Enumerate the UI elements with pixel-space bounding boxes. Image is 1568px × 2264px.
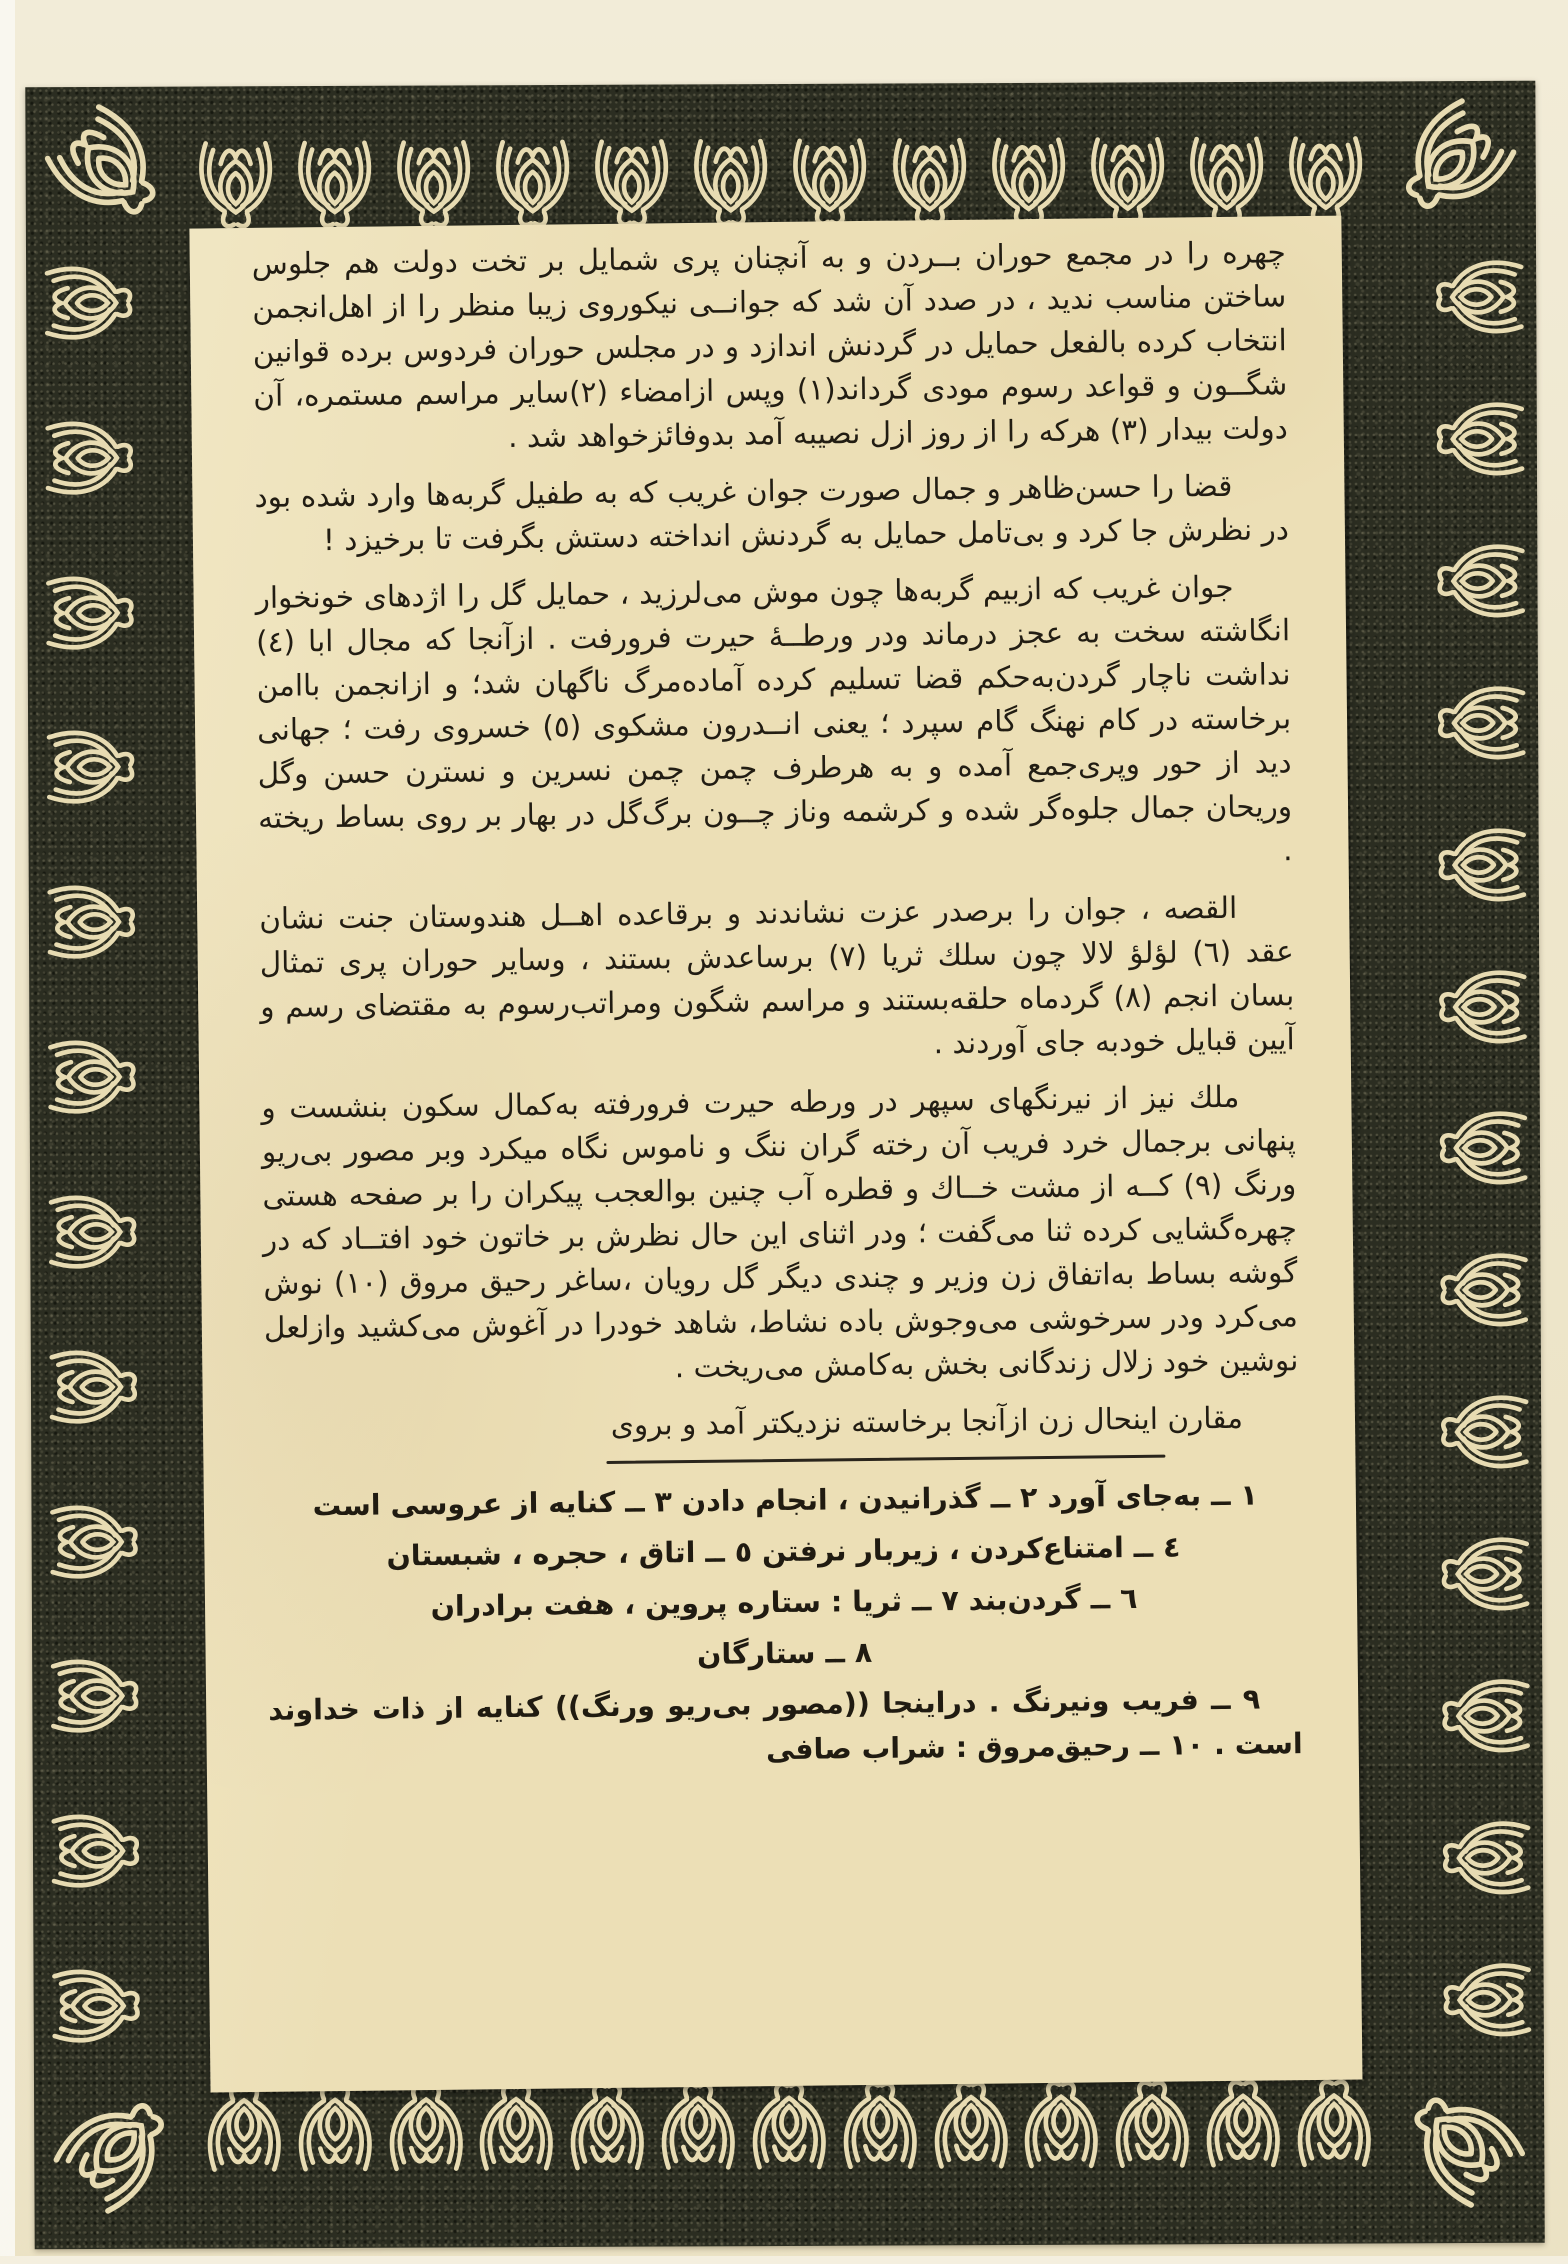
tulip-icon: [1434, 680, 1530, 764]
scan-edge-left: [0, 0, 15, 2264]
border-top-ornaments: [193, 107, 1368, 232]
tulip-icon: [1433, 539, 1529, 623]
tulip-icon: [384, 2079, 468, 2175]
tulip-icon: [1085, 132, 1169, 228]
tulip-icon: [1439, 1958, 1535, 2042]
tulip-icon: [1201, 2076, 1285, 2172]
tulip-icon: [293, 136, 377, 232]
text-page: [189, 216, 1362, 2093]
tulip-icon: [747, 2078, 831, 2174]
footnote-4: ٨ ــ ستارگان: [696, 1635, 873, 1671]
paragraph-1: چهره را در مجمع حوران بــردن و به آنچنان پری شمایل بر تخت دولت هم جلوس ساختن مناسب ندید ، در صدد آن شد که جوانــی نیکوروی زیبا منظر را از اهل‌انجمن انتخاب کرده بالفعل حمایل در گردنش اندازد و در مجلس حوران فردوس برده قوانین شگــون و قواعد رسوم مودی گرداند(١) وپس ازامضاء (٢)سایر مراسم مستمره، آن دولت بیدار (٣) هرکه را از روز ازل نصیبه آمد بدوفائزخواهد شد .: [251, 235, 1288, 455]
ornamental-border-frame: [25, 81, 1544, 2250]
tulip-icon: [986, 133, 1070, 229]
tulip-icon: [1437, 1390, 1533, 1474]
tulip-icon: [1438, 1532, 1534, 1616]
footnote-2: ٤ ــ امتناع‌کردن ، زیربار نرفتن ٥ ــ اتاق ، حجره ، شبستان: [386, 1530, 1181, 1573]
tulip-icon: [43, 880, 139, 964]
tulip-corner-icon: [32, 92, 185, 245]
tulip-icon: [1432, 255, 1528, 339]
tulip-icon: [42, 725, 138, 809]
tulip-icon: [1439, 1816, 1535, 1900]
footnote-separator: [607, 1455, 1165, 1464]
tulip-icon: [202, 2080, 286, 2176]
footnote-3: ٦ ــ گردن‌بند ٧ ــ ثریا : ستاره پروین ، هفت برادران: [430, 1581, 1138, 1623]
tulip-icon: [1019, 2077, 1103, 2173]
tulip-icon: [40, 261, 136, 345]
footnote-5: ٩ ــ فریب ونیرنگ . دراینجا ((مصور بی‌ریو ورنگ)) کنایه از ذات خداوند است . ١٠ ــ رحیق‌مروق : شراب صافی: [268, 1682, 1303, 1767]
tulip-icon: [1436, 1106, 1532, 1190]
tulip-icon: [41, 416, 137, 500]
border-left-ornaments: [46, 255, 172, 2054]
tulip-icon: [838, 2077, 922, 2173]
paragraph-2: قضا را حسن‌ظاهر و جمال صورت جوان غریب که به طفیل گربه‌ها وارد شده بود در نظرش جا کرد و بی‌تامل حمایل به گردنش انداخته دستش بگرفت تا برخیزد !: [254, 468, 1290, 558]
tulip-icon: [1436, 1248, 1532, 1332]
tulip-icon: [47, 1809, 143, 1893]
tulip-icon: [1283, 131, 1367, 227]
tulip-icon: [44, 1190, 140, 1274]
tulip-icon: [46, 1654, 142, 1738]
tulip-icon: [1433, 397, 1529, 481]
tulip-icon: [491, 135, 575, 231]
tulip-corner-icon: [41, 2074, 194, 2227]
paragraph-3: جوان غریب که ازبیم گربه‌ها چون موش می‌لرزید ، حمایل گل را اژدهای خونخوار انگاشته سخت به عجز درماند ودر ورطــهٔ حیرت فرورفت . ازآنجا که مجال ابا (٤) نداشت ناچار گردن‌به‌حکم قضا تسلیم کرده آماده‌مرگ ناگهان شد؛ و ازانجمن باامن برخاسته در کام نهنگ گام سپرد ؛ یعنی انــدرون مشکوی (٥) خسروی رفت ؛ جهانی دید از حور وپری‌جمع آمده و به هرطرف چمن چمن نسرین و نسترن حسن وگل وریحان جمال جلوه‌گر شده و کرشمه وناز چــون برگ‌گل در بهار بر روی بساط ریخته .: [255, 569, 1293, 868]
tulip-icon: [1435, 822, 1531, 906]
tulip-icon: [474, 2079, 558, 2175]
tulip-icon: [47, 1964, 143, 2048]
tulip-icon: [43, 1035, 139, 1119]
tulip-icon: [1184, 132, 1268, 228]
tulip-icon: [788, 134, 872, 230]
tulip-icon: [565, 2079, 649, 2175]
border-bottom-ornaments: [202, 2075, 1377, 2200]
tulip-icon: [392, 135, 476, 231]
footnote-1: ١ ــ به‌جای آورد ٢ ــ گذرانیدن ، انجام دادن ٣ ــ کنایه از عروسی است: [312, 1478, 1259, 1523]
tulip-icon: [1438, 1674, 1534, 1758]
story-text: [252, 230, 1303, 1784]
tulip-icon: [1292, 2075, 1376, 2171]
tulip-corner-icon: [1376, 86, 1529, 239]
paragraph-5: ملك نیز از نیرنگهای سپهر در ورطه حیرت فرورفته به‌کمال سکون بنشست و پنهانی برجمال خرد فریب آن رخته گران ننگ و ناموس نگاه میکرد وبر مصور بی‌ریو ورنگ (٩) کــه از مشت خــاك و قطره آب چنین بوالعجب پیکران را بر صفحه هستی چهره‌گشایی کرده ثنا می‌گفت ؛ ودر اثنای این حال نظرش بر خاتون خود افتــاد که در گوشه بساط به‌اتفاق زن وزیر و چندی دیگر گل رویان ،ساغر رحیق مروق (١٠) نوش می‌کرد ودر سرخوشی می‌وجوش باده نشاط، شاهد خودرا در آغوش می‌کشید وازلعل نوشین خود زلال زندگانی بخش به‌کامش می‌ریخت .: [261, 1079, 1299, 1385]
tulip-icon: [1435, 964, 1531, 1048]
tulip-icon: [45, 1345, 141, 1429]
tulip-icon: [929, 2077, 1013, 2173]
tulip-icon: [41, 570, 137, 654]
tulip-icon: [656, 2078, 740, 2174]
paragraph-4: القصه ، جوان را برصدر عزت نشاندند و برقاعده اهــل هندوستان جنت نشان عقد (٦) لؤلؤ لالا چون سلك ثریا (٧) برساعدش بستند ، وسایر حوران پری تمثال بسان انجم (٨) گردماه حلقه‌بستند و مراسم شگون ومراتب‌رسوم به مقتضای رسم و آیین قبایل خودبه جای آوردند .: [259, 890, 1295, 1061]
tulip-icon: [689, 134, 773, 230]
footnotes-block: [266, 1472, 1303, 1778]
paragraph-6: مقارن اینحال زن ازآنجا برخاسته نزدیکتر آمد و بروی: [610, 1400, 1244, 1442]
scan-edge-bottom: [0, 2256, 1568, 2264]
tulip-icon: [887, 133, 971, 229]
tulip-icon: [194, 136, 278, 232]
border-right-ornaments: [1404, 249, 1530, 2048]
tulip-icon: [293, 2080, 377, 2176]
tulip-icon: [590, 134, 674, 230]
tulip-corner-icon: [1385, 2068, 1538, 2221]
tulip-icon: [45, 1499, 141, 1583]
tulip-icon: [1110, 2076, 1194, 2172]
